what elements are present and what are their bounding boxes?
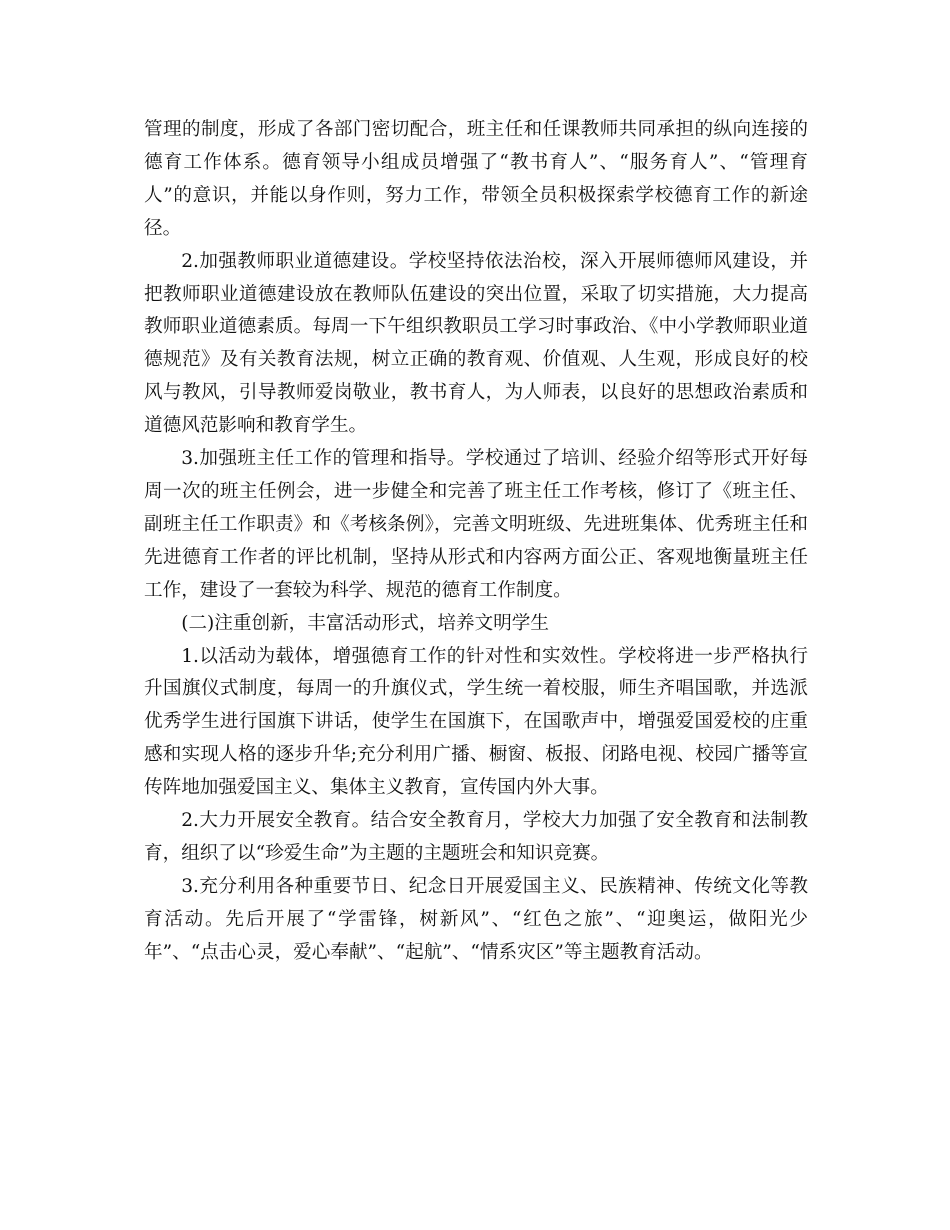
paragraph-teacher-ethics: 2.加强教师职业道德建设。学校坚持依法治校，深入开展师德师风建设，并把教师职业道德建设放在教师队伍建设的突出位置，采取了切实措施，大力提高教师职业道德素质。每周一下午组织教职员工学习时事政治、《中小学教师职业道德规范》及有关教育法规，树立正确的教育观、价值观、人生观，形成良好的校风与教风，引导教师爱岗敬业，教书育人，为人师表，以良好的思想政治素质和道德风范影响和教育学生。 (144, 250, 808, 437)
paragraph-safety-education: 2.大力开展安全教育。结合安全教育月，学校大力加强了安全教育和法制教育，组织了以“珍爱生命”为主题的主题班会和知识竞赛。 (144, 810, 808, 864)
paragraph-festival-activities: 3.充分利用各种重要节日、纪念日开展爱国主义、民族精神、传统文化等教育活动。先后开展了“学雷锋，树新风”、“红色之旅”、“迎奥运，做阳光少年”、“点击心灵，爱心奉献”、“起航”、“情系灾区”等主题教育活动。 (144, 875, 808, 963)
paragraph-class-teacher-management: 3.加强班主任工作的管理和指导。学校通过了培训、经验介绍等形式开好每周一次的班主任例会，进一步健全和完善了班主任工作考核，修订了《班主任、副班主任工作职责》和《考核条例》，完善文明班级、先进班集体、优秀班主任和先进德育工作者的评比机制，坚持从形式和内容两方面公正、客观地衡量班主任工作，建设了一套较为科学、规范的德育工作制度。 (144, 448, 808, 601)
section-heading-innovation: (二)注重创新，丰富活动形式，培养文明学生 (181, 612, 549, 634)
paragraph-continuation: 管理的制度，形成了各部门密切配合，班主任和任课教师共同承担的纵向连接的德育工作体系。德育领导小组成员增强了“教书育人”、“服务育人”、“管理育人”的意识，并能以身作则，努力工作，带领全员积极探索学校德育工作的新途径。 (144, 119, 808, 239)
paragraph-activities-carrier: 1.以活动为载体，增强德育工作的针对性和实效性。学校将进一步严格执行升国旗仪式制度，每周一的升旗仪式，学生统一着校服，师生齐唱国歌，并选派优秀学生进行国旗下讲话，使学生在国旗下，在国歌声中，增强爱国爱校的庄重感和实现人格的逐步升华;充分利用广播、橱窗、板报、闭路电视、校园广播等宣传阵地加强爱国主义、集体主义教育，宣传国内外大事。 (144, 645, 808, 799)
document-page (144, 114, 808, 970)
